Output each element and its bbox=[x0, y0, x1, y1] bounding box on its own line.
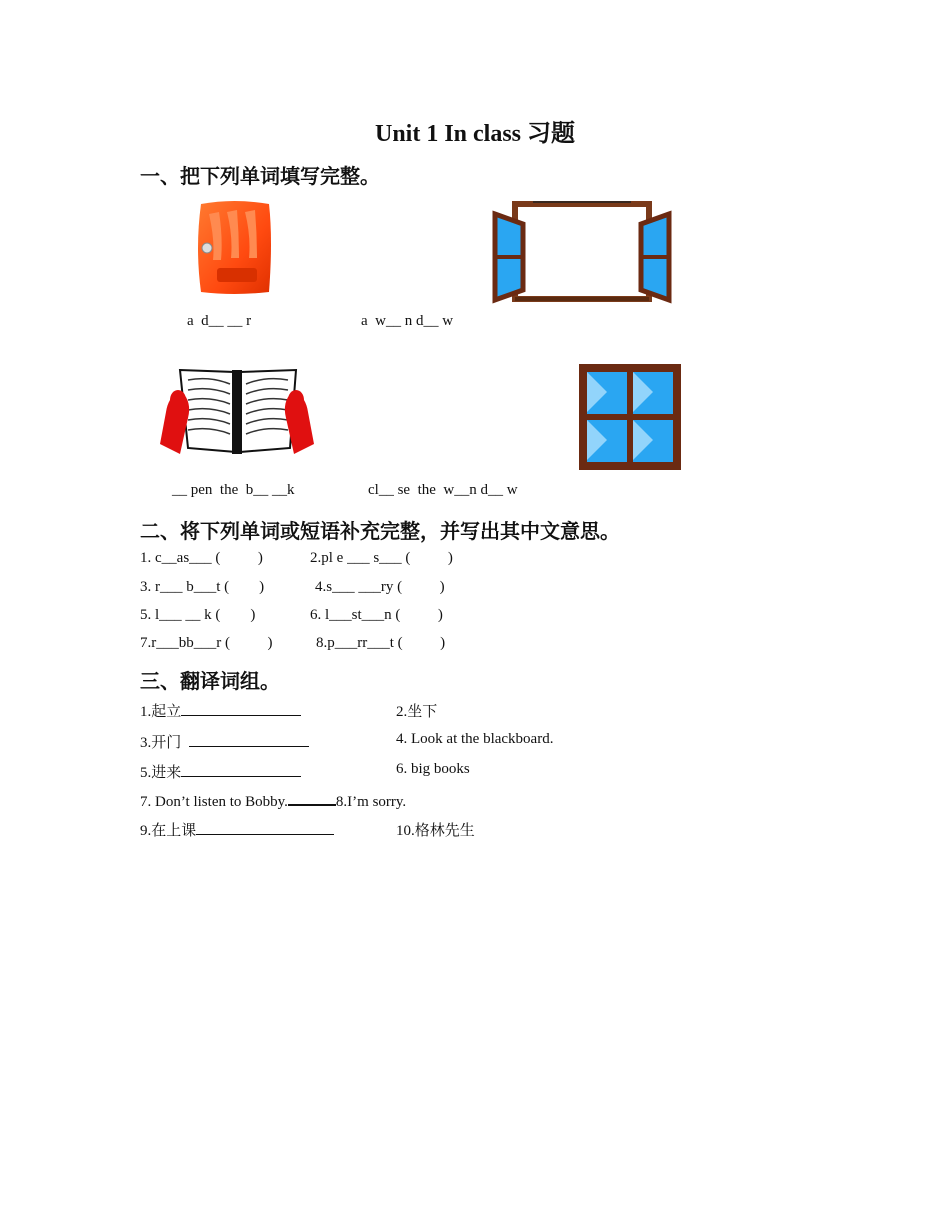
translate-6: 6. big books bbox=[396, 761, 470, 777]
exercise-3: 3. r___ b___t ( ) bbox=[140, 579, 265, 595]
exercise-4: 4.s___ ___ry ( ) bbox=[315, 579, 445, 595]
translate-7-8: 7. Don’t listen to Bobby. 8.I’m sorry. bbox=[140, 790, 406, 811]
open-book-icon bbox=[158, 362, 318, 462]
open-window-icon bbox=[493, 200, 671, 303]
word-door: a d__ __ r bbox=[187, 313, 252, 329]
section2-heading: 二、将下列单词或短语补充完整，并写出其中文意思。 bbox=[140, 519, 620, 543]
translate-3: 3.开门 bbox=[140, 731, 309, 752]
section1-heading: 一、把下列单词填写完整。 bbox=[140, 164, 380, 188]
closed-window-icon bbox=[577, 362, 683, 472]
exercise-6: 6. l___st___n ( ) bbox=[310, 607, 443, 623]
section3-heading: 三、翻译词组。 bbox=[140, 669, 280, 693]
door-icon bbox=[193, 200, 275, 295]
phrase-open-book: __ pen the b__ __k bbox=[172, 482, 295, 498]
translate-9: 9.在上课 bbox=[140, 819, 334, 840]
word-window: a w__ n d__ w bbox=[361, 313, 454, 329]
translate-10: 10.格林先生 bbox=[396, 823, 475, 839]
exercise-5: 5. l___ __ k ( ) bbox=[140, 607, 256, 623]
exercise-7: 7.r___bb___r ( ) bbox=[140, 635, 273, 651]
exercise-1: 1. c__as___ ( ) bbox=[140, 550, 263, 566]
page-title: Unit 1 In class 习题 bbox=[374, 121, 576, 147]
translate-1: 1.起立 bbox=[140, 700, 301, 721]
exercise-8: 8.p___rr___t ( ) bbox=[316, 635, 446, 651]
phrase-close-window: cl__ se the w__n d__ w bbox=[368, 482, 518, 498]
translate-5: 5.进来 bbox=[140, 761, 301, 782]
translate-4: 4. Look at the blackboard. bbox=[396, 731, 554, 747]
translate-2: 2.坐下 bbox=[396, 704, 438, 720]
exercise-2: 2.pl e ___ s___ ( ) bbox=[310, 550, 453, 566]
